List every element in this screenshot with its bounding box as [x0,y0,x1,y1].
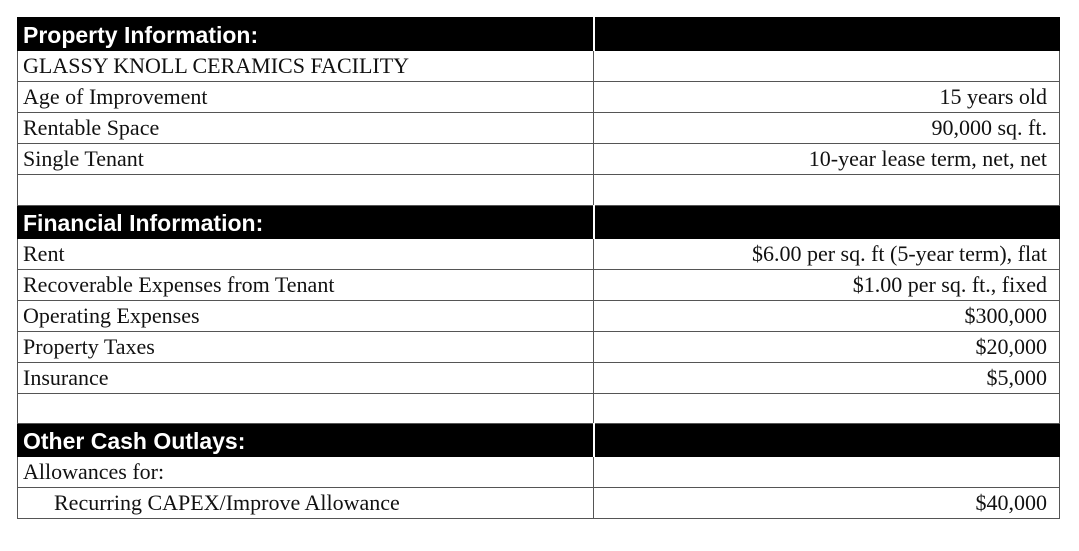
row-label: GLASSY KNOLL CERAMICS FACILITY [18,51,594,82]
table-row [18,331,1060,362]
row-value: $40,000 [594,488,1060,519]
table-row [18,300,1060,331]
table-row [18,269,1060,300]
row-label: Insurance [18,362,594,393]
row-value [594,457,1060,488]
row-label: Rent [18,238,594,269]
row-label: Property Taxes [18,331,594,362]
row-label: Single Tenant [18,144,594,175]
table-row [18,144,1060,175]
row-label: Recurring CAPEX/Improve Allowance [18,488,594,519]
section-header-other-cash [18,424,1060,457]
spacer-row [18,393,1060,424]
row-value: $6.00 per sq. ft (5-year term), flat [594,238,1060,269]
row-value [594,51,1060,82]
row-value: $20,000 [594,331,1060,362]
empty-cell [18,393,594,424]
table-row [18,113,1060,144]
spacer-row [18,175,1060,206]
section-title: Other Cash Outlays: [18,424,594,457]
section-title: Financial Information: [18,205,594,238]
section-header-blank-cell [594,18,1060,51]
row-value: 15 years old [594,82,1060,113]
row-label: Recoverable Expenses from Tenant [18,269,594,300]
table-row [18,362,1060,393]
row-label: Rentable Space [18,113,594,144]
table-row [18,51,1060,82]
section-header-blank-cell [594,424,1060,457]
empty-cell [594,393,1060,424]
row-value: $300,000 [594,300,1060,331]
table-row [18,457,1060,488]
empty-cell [18,175,594,206]
table-row [18,488,1060,519]
row-value: $1.00 per sq. ft., fixed [594,269,1060,300]
row-value: 90,000 sq. ft. [594,113,1060,144]
row-value: $5,000 [594,362,1060,393]
row-label: Age of Improvement [18,82,594,113]
empty-cell [594,175,1060,206]
section-header-blank-cell [594,205,1060,238]
section-header-financial [18,205,1060,238]
row-value: 10-year lease term, net, net [594,144,1060,175]
section-title: Property Information: [18,18,594,51]
property-data-table [17,17,1060,519]
table-row [18,82,1060,113]
section-header-property [18,18,1060,51]
row-label: Operating Expenses [18,300,594,331]
table-row [18,238,1060,269]
row-label: Allowances for: [18,457,594,488]
